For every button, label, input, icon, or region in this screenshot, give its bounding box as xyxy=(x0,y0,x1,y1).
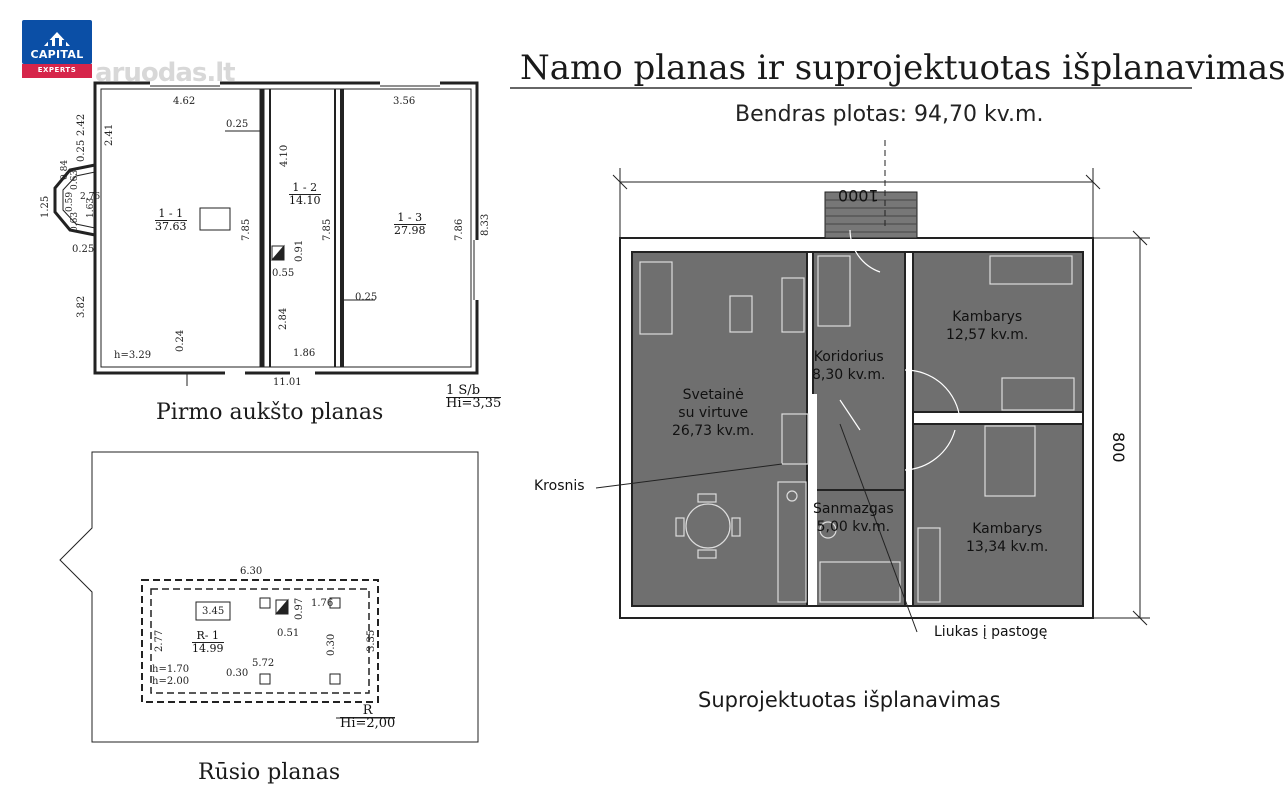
note-top: 1 S/b xyxy=(446,383,481,398)
ff-dim-7-85a: 7.85 xyxy=(241,218,252,241)
room-area: 5,00 kv.m. xyxy=(816,519,891,535)
b-dim-1-76: 1.76 xyxy=(311,598,334,609)
room-id: 1 - 1 xyxy=(158,207,184,220)
ff-dim-2-84: 2.84 xyxy=(278,307,289,330)
room-name: Kambarys xyxy=(952,309,1023,325)
ff-dim-4-10: 4.10 xyxy=(279,144,290,167)
ff-dim-1-63: 1.63 xyxy=(86,197,96,218)
ff-dim-0-25c: 0.25 xyxy=(76,139,87,162)
b-dim-0-30b: 0.30 xyxy=(326,633,337,656)
room-id: 1 - 2 xyxy=(292,181,318,194)
room-bedroom-1 xyxy=(946,308,1028,344)
room-name: Koridorius xyxy=(813,349,884,365)
ff-dim-7-86: 7.86 xyxy=(454,218,465,241)
room-area: 27.98 xyxy=(394,224,426,237)
caption-first-floor: Pirmo aukšto planas xyxy=(156,400,384,425)
b-room-r-1 xyxy=(192,630,224,655)
room-name: Svetainė xyxy=(682,387,744,403)
note-top: R xyxy=(362,703,373,718)
design-dim-right: 800 xyxy=(1109,432,1128,463)
ff-room-1-3 xyxy=(394,212,426,237)
logo-brand: CAPITAL xyxy=(30,48,84,61)
note-bottom: Hi=3,35 xyxy=(446,396,502,411)
b-dim-5-72: 5.72 xyxy=(252,658,275,669)
watermark: aruodas.lt xyxy=(95,58,235,88)
basement-plan xyxy=(60,452,478,742)
b-dim-0-51: 0.51 xyxy=(277,628,300,639)
room-area: 26,73 kv.m. xyxy=(672,423,755,439)
room-living-kitchen xyxy=(672,386,754,440)
ff-dim-2-76: 2.76 xyxy=(80,192,101,202)
b-height-note xyxy=(340,705,395,730)
total-area: Bendras plotas: 94,70 kv.m. xyxy=(735,102,1044,127)
ff-dim-0-91: 0.91 xyxy=(294,239,305,262)
room-area: 37.63 xyxy=(155,220,187,233)
ff-dim-11-01: 11.01 xyxy=(273,377,302,388)
label-stove: Krosnis xyxy=(534,478,585,494)
room-area: 13,34 kv.m. xyxy=(966,539,1049,555)
ff-dim-0-25b: 0.25 xyxy=(355,292,378,303)
room-name: Sanmazgas xyxy=(813,501,894,517)
b-dim-h-2-00: h=2.00 xyxy=(152,676,190,687)
note-bottom: Hi=2,00 xyxy=(340,716,396,731)
ff-dim-7-85b: 7.85 xyxy=(322,218,333,241)
room-area: 14.99 xyxy=(192,642,224,655)
ff-dim-1-86: 1.86 xyxy=(293,348,316,359)
room-id: 1 - 3 xyxy=(397,211,423,224)
caption-designed-layout: Suprojektuotas išplanavimas xyxy=(698,688,1001,712)
ff-height-note xyxy=(446,385,501,410)
room-corridor xyxy=(812,348,885,384)
b-dim-0-97: 0.97 xyxy=(294,597,305,620)
ff-dim-2-41: 2.41 xyxy=(104,123,115,146)
ff-room-1-2 xyxy=(289,182,321,207)
ff-dim-0-63b: 0.63 xyxy=(70,211,80,232)
b-dim-3-45: 3.45 xyxy=(202,606,225,617)
ff-dim-0-25d: 0.25 xyxy=(72,244,95,255)
room-name: Kambarys xyxy=(972,521,1043,537)
ff-dim-1-25: 1.25 xyxy=(40,195,51,218)
ff-dim-0-63a: 0.63 xyxy=(70,169,80,190)
ff-room-1-1 xyxy=(155,208,187,233)
room-name-line2: su virtuve xyxy=(678,405,749,421)
ff-dim-0-55: 0.55 xyxy=(272,268,295,279)
room-area: 8,30 kv.m. xyxy=(812,367,886,383)
room-area: 12,57 kv.m. xyxy=(946,327,1029,343)
ff-dim-0-59: 0.59 xyxy=(65,191,75,212)
b-dim-3-35: 3.35 xyxy=(366,629,377,652)
ff-dim-3-82: 3.82 xyxy=(76,295,87,318)
room-bathroom xyxy=(813,500,894,536)
b-dim-h-1-70: h=1.70 xyxy=(152,664,190,675)
ff-dim-3-56: 3.56 xyxy=(393,96,416,107)
logo-sub: EXPERTS xyxy=(37,66,77,74)
ff-dim-8-33: 8.33 xyxy=(480,213,491,236)
label-attic-hatch: Liukas į pastogę xyxy=(934,624,1048,640)
room-bedroom-2 xyxy=(966,520,1048,556)
ff-dim-0-25a: 0.25 xyxy=(226,119,249,130)
ff-dim-4-62: 4.62 xyxy=(173,96,196,107)
ff-dim-2-42: 2.42 xyxy=(76,113,87,136)
b-dim-0-30a: 0.30 xyxy=(226,668,249,679)
caption-basement: Rūsio planas xyxy=(198,760,341,785)
page-title: Namo planas ir suprojektuotas išplanavimas xyxy=(520,48,1286,88)
ff-dim-0-24: 0.24 xyxy=(175,329,186,352)
room-id: R- 1 xyxy=(196,629,219,642)
b-dim-2-77: 2.77 xyxy=(154,629,165,652)
ff-dim-0-84: 0.84 xyxy=(60,159,70,180)
design-dim-top: 1000 xyxy=(838,186,879,205)
ff-dim-h-3-29: h=3.29 xyxy=(114,350,152,361)
b-dim-6-30: 6.30 xyxy=(240,566,263,577)
room-area: 14.10 xyxy=(289,194,321,207)
